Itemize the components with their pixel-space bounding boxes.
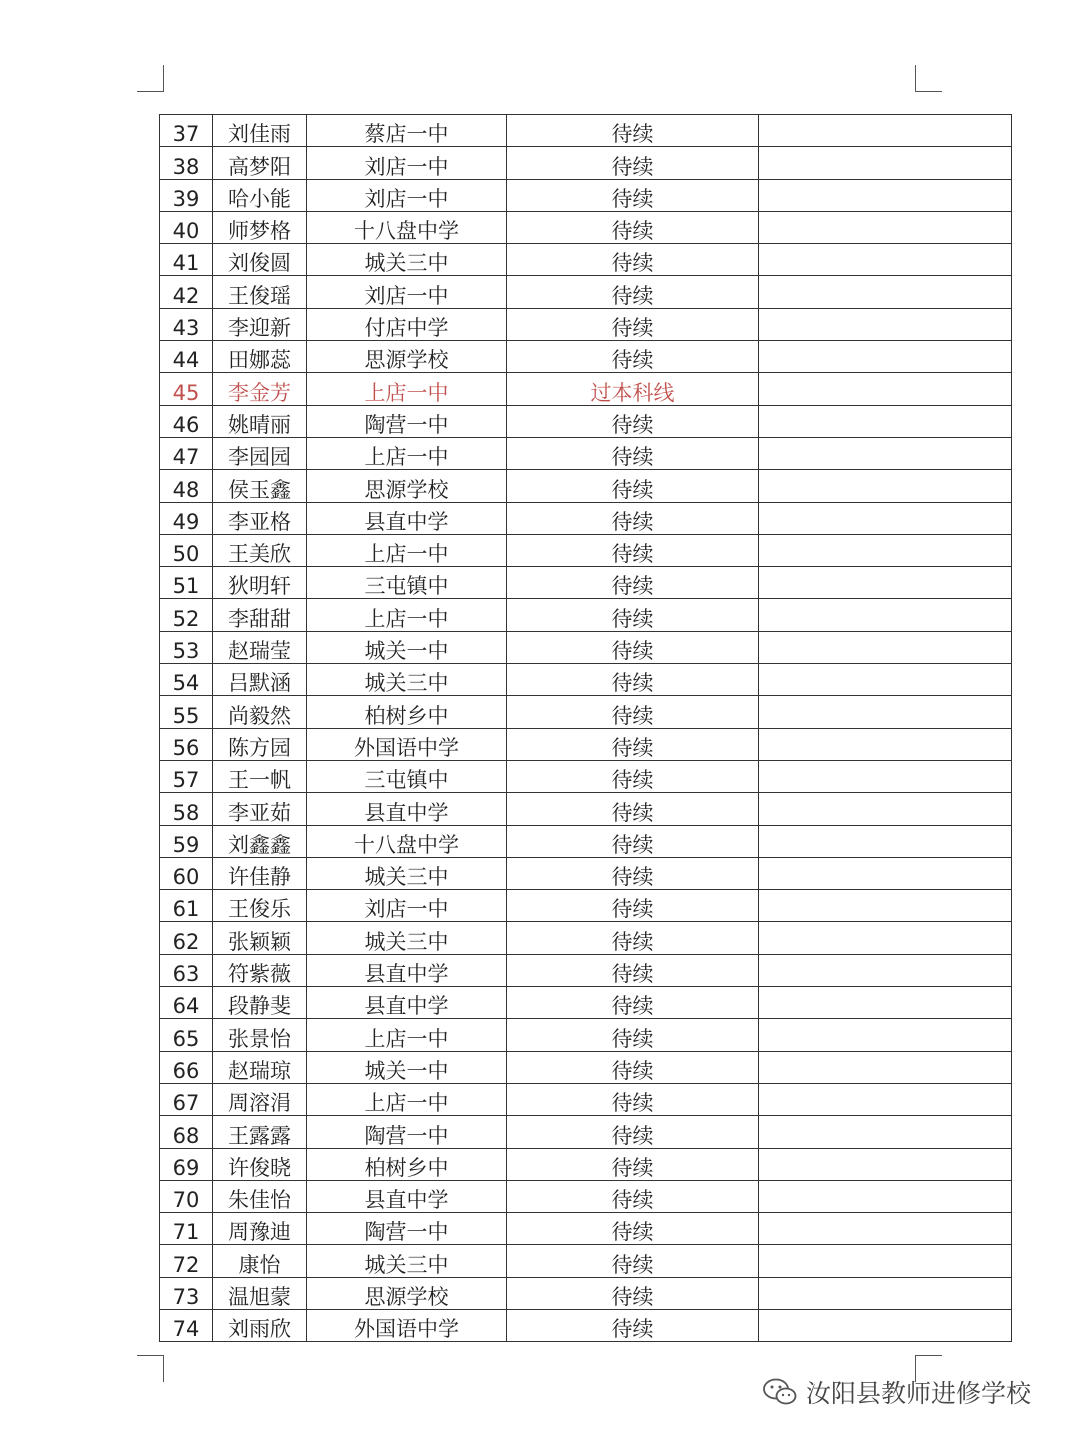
school-name-cell: 城关一中: [307, 1051, 507, 1083]
note-cell: [759, 1116, 1012, 1148]
status-cell: 待续: [507, 147, 759, 179]
student-name-cell: 吕默涵: [213, 664, 307, 696]
student-name-cell: 张景怡: [213, 1019, 307, 1051]
student-name-cell: 侯玉鑫: [213, 470, 307, 502]
row-number-cell: 58: [160, 793, 213, 825]
note-cell: [759, 760, 1012, 792]
row-number-cell: 54: [160, 664, 213, 696]
table-row: [160, 696, 1012, 728]
note-cell: [759, 115, 1012, 147]
student-name-cell: 刘雨欣: [213, 1309, 307, 1341]
school-name-cell: 上店一中: [307, 1019, 507, 1051]
school-name-cell: 柏树乡中: [307, 696, 507, 728]
row-number-cell: 62: [160, 922, 213, 954]
note-cell: [759, 1277, 1012, 1309]
school-name-cell: 上店一中: [307, 373, 507, 405]
student-name-cell: 李亚格: [213, 502, 307, 534]
row-number-cell: 40: [160, 211, 213, 243]
school-name-cell: 思源学校: [307, 341, 507, 373]
status-cell: 待续: [507, 1051, 759, 1083]
school-name-cell: 上店一中: [307, 437, 507, 469]
school-name-cell: 城关三中: [307, 244, 507, 276]
row-number-cell: 69: [160, 1148, 213, 1180]
school-name-cell: 三屯镇中: [307, 567, 507, 599]
table-row: [160, 664, 1012, 696]
table-row: [160, 1116, 1012, 1148]
note-cell: [759, 631, 1012, 663]
student-name-cell: 王俊乐: [213, 890, 307, 922]
status-cell: 过本科线: [507, 373, 759, 405]
table-row: [160, 308, 1012, 340]
student-name-cell: 温旭蒙: [213, 1277, 307, 1309]
row-number-cell: 72: [160, 1245, 213, 1277]
row-number-cell: 70: [160, 1180, 213, 1212]
status-cell: 待续: [507, 115, 759, 147]
student-name-cell: 刘俊圆: [213, 244, 307, 276]
school-name-cell: 陶营一中: [307, 405, 507, 437]
school-name-cell: 县直中学: [307, 987, 507, 1019]
row-number-cell: 63: [160, 954, 213, 986]
status-cell: 待续: [507, 1213, 759, 1245]
table-row: [160, 244, 1012, 276]
student-name-cell: 刘佳雨: [213, 115, 307, 147]
row-number-cell: 39: [160, 179, 213, 211]
note-cell: [759, 1309, 1012, 1341]
school-name-cell: 城关三中: [307, 664, 507, 696]
table-row: [160, 857, 1012, 889]
school-name-cell: 蔡店一中: [307, 115, 507, 147]
row-number-cell: 68: [160, 1116, 213, 1148]
row-number-cell: 50: [160, 534, 213, 566]
status-cell: 待续: [507, 308, 759, 340]
student-name-cell: 王露露: [213, 1116, 307, 1148]
student-name-cell: 赵瑞琼: [213, 1051, 307, 1083]
note-cell: [759, 244, 1012, 276]
row-number-cell: 46: [160, 405, 213, 437]
school-name-cell: 十八盘中学: [307, 211, 507, 243]
table-row: [160, 599, 1012, 631]
status-cell: 待续: [507, 405, 759, 437]
note-cell: [759, 922, 1012, 954]
note-cell: [759, 599, 1012, 631]
status-cell: 待续: [507, 664, 759, 696]
status-cell: 待续: [507, 890, 759, 922]
note-cell: [759, 179, 1012, 211]
table-row: [160, 567, 1012, 599]
table-row: [160, 115, 1012, 147]
school-name-cell: 刘店一中: [307, 147, 507, 179]
school-name-cell: 外国语中学: [307, 1309, 507, 1341]
row-number-cell: 55: [160, 696, 213, 728]
table-row: [160, 470, 1012, 502]
student-name-cell: 师梦格: [213, 211, 307, 243]
note-cell: [759, 437, 1012, 469]
results-table-body: [160, 115, 1012, 1342]
student-name-cell: 姚晴丽: [213, 405, 307, 437]
student-name-cell: 朱佳怡: [213, 1180, 307, 1212]
table-row: [160, 341, 1012, 373]
school-name-cell: 柏树乡中: [307, 1148, 507, 1180]
note-cell: [759, 470, 1012, 502]
status-cell: 待续: [507, 470, 759, 502]
note-cell: [759, 793, 1012, 825]
status-cell: 待续: [507, 1116, 759, 1148]
school-name-cell: 刘店一中: [307, 179, 507, 211]
row-number-cell: 45: [160, 373, 213, 405]
student-name-cell: 李甜甜: [213, 599, 307, 631]
status-cell: 待续: [507, 211, 759, 243]
status-cell: 待续: [507, 1180, 759, 1212]
status-cell: 待续: [507, 857, 759, 889]
note-cell: [759, 1051, 1012, 1083]
status-cell: 待续: [507, 1083, 759, 1115]
note-cell: [759, 987, 1012, 1019]
row-number-cell: 41: [160, 244, 213, 276]
row-number-cell: 65: [160, 1019, 213, 1051]
table-row: [160, 147, 1012, 179]
school-name-cell: 县直中学: [307, 793, 507, 825]
status-cell: 待续: [507, 1148, 759, 1180]
school-name-cell: 陶营一中: [307, 1116, 507, 1148]
table-row: [160, 276, 1012, 308]
status-cell: 待续: [507, 179, 759, 211]
table-row: [160, 890, 1012, 922]
table-row: [160, 987, 1012, 1019]
school-name-cell: 县直中学: [307, 502, 507, 534]
table-row: [160, 922, 1012, 954]
status-cell: 待续: [507, 728, 759, 760]
student-name-cell: 许俊晓: [213, 1148, 307, 1180]
results-table: [159, 114, 1012, 1342]
school-name-cell: 上店一中: [307, 534, 507, 566]
status-cell: 待续: [507, 825, 759, 857]
status-cell: 待续: [507, 341, 759, 373]
note-cell: [759, 373, 1012, 405]
row-number-cell: 59: [160, 825, 213, 857]
note-cell: [759, 534, 1012, 566]
row-number-cell: 43: [160, 308, 213, 340]
table-row: [160, 631, 1012, 663]
status-cell: 待续: [507, 1309, 759, 1341]
crop-mark-bottom-left: [137, 1355, 164, 1382]
row-number-cell: 56: [160, 728, 213, 760]
school-name-cell: 三屯镇中: [307, 760, 507, 792]
status-cell: 待续: [507, 534, 759, 566]
table-row: [160, 760, 1012, 792]
student-name-cell: 符紫薇: [213, 954, 307, 986]
table-row: [160, 211, 1012, 243]
student-name-cell: 李园园: [213, 437, 307, 469]
student-name-cell: 陈方园: [213, 728, 307, 760]
table-row: [160, 405, 1012, 437]
note-cell: [759, 276, 1012, 308]
row-number-cell: 73: [160, 1277, 213, 1309]
status-cell: 待续: [507, 954, 759, 986]
student-name-cell: 刘鑫鑫: [213, 825, 307, 857]
student-name-cell: 李金芳: [213, 373, 307, 405]
status-cell: 待续: [507, 567, 759, 599]
row-number-cell: 67: [160, 1083, 213, 1115]
student-name-cell: 周豫迪: [213, 1213, 307, 1245]
table-row: [160, 1051, 1012, 1083]
row-number-cell: 51: [160, 567, 213, 599]
row-number-cell: 53: [160, 631, 213, 663]
note-cell: [759, 890, 1012, 922]
crop-mark-top-right: [915, 65, 942, 92]
status-cell: 待续: [507, 922, 759, 954]
note-cell: [759, 341, 1012, 373]
row-number-cell: 44: [160, 341, 213, 373]
table-row: [160, 1148, 1012, 1180]
student-name-cell: 王一帆: [213, 760, 307, 792]
status-cell: 待续: [507, 793, 759, 825]
note-cell: [759, 954, 1012, 986]
student-name-cell: 李亚茹: [213, 793, 307, 825]
student-name-cell: 田娜蕊: [213, 341, 307, 373]
note-cell: [759, 567, 1012, 599]
table-row: [160, 1213, 1012, 1245]
note-cell: [759, 147, 1012, 179]
watermark: [762, 1374, 1031, 1410]
row-number-cell: 71: [160, 1213, 213, 1245]
note-cell: [759, 696, 1012, 728]
table-row: [160, 502, 1012, 534]
table-row: [160, 179, 1012, 211]
table-row: [160, 1309, 1012, 1341]
status-cell: 待续: [507, 1277, 759, 1309]
note-cell: [759, 502, 1012, 534]
row-number-cell: 48: [160, 470, 213, 502]
status-cell: 待续: [507, 1245, 759, 1277]
note-cell: [759, 1245, 1012, 1277]
row-number-cell: 47: [160, 437, 213, 469]
row-number-cell: 37: [160, 115, 213, 147]
table-row: [160, 373, 1012, 405]
student-name-cell: 周溶涓: [213, 1083, 307, 1115]
table-row: [160, 825, 1012, 857]
school-name-cell: 城关三中: [307, 857, 507, 889]
table-row: [160, 534, 1012, 566]
status-cell: 待续: [507, 599, 759, 631]
school-name-cell: 上店一中: [307, 599, 507, 631]
school-name-cell: 城关三中: [307, 922, 507, 954]
status-cell: 待续: [507, 631, 759, 663]
table-row: [160, 1245, 1012, 1277]
note-cell: [759, 405, 1012, 437]
student-name-cell: 王俊瑶: [213, 276, 307, 308]
student-name-cell: 高梦阳: [213, 147, 307, 179]
note-cell: [759, 825, 1012, 857]
student-name-cell: 尚毅然: [213, 696, 307, 728]
status-cell: 待续: [507, 760, 759, 792]
school-name-cell: 陶营一中: [307, 1213, 507, 1245]
student-name-cell: 赵瑞莹: [213, 631, 307, 663]
student-name-cell: 李迎新: [213, 308, 307, 340]
note-cell: [759, 1213, 1012, 1245]
school-name-cell: 外国语中学: [307, 728, 507, 760]
note-cell: [759, 728, 1012, 760]
student-name-cell: 许佳静: [213, 857, 307, 889]
watermark-text: 汝阳县教师进修学校: [806, 1379, 1032, 1408]
status-cell: 待续: [507, 276, 759, 308]
table-row: [160, 954, 1012, 986]
status-cell: 待续: [507, 1019, 759, 1051]
student-name-cell: 狄明轩: [213, 567, 307, 599]
table-row: [160, 1083, 1012, 1115]
row-number-cell: 38: [160, 147, 213, 179]
school-name-cell: 城关一中: [307, 631, 507, 663]
school-name-cell: 城关三中: [307, 1245, 507, 1277]
row-number-cell: 42: [160, 276, 213, 308]
school-name-cell: 县直中学: [307, 1180, 507, 1212]
row-number-cell: 66: [160, 1051, 213, 1083]
row-number-cell: 52: [160, 599, 213, 631]
note-cell: [759, 211, 1012, 243]
school-name-cell: 刘店一中: [307, 276, 507, 308]
school-name-cell: 付店中学: [307, 308, 507, 340]
status-cell: 待续: [507, 437, 759, 469]
row-number-cell: 61: [160, 890, 213, 922]
status-cell: 待续: [507, 696, 759, 728]
school-name-cell: 十八盘中学: [307, 825, 507, 857]
table-row: [160, 1277, 1012, 1309]
row-number-cell: 60: [160, 857, 213, 889]
table-row: [160, 728, 1012, 760]
note-cell: [759, 1180, 1012, 1212]
school-name-cell: 县直中学: [307, 954, 507, 986]
student-name-cell: 王美欣: [213, 534, 307, 566]
row-number-cell: 64: [160, 987, 213, 1019]
note-cell: [759, 664, 1012, 696]
school-name-cell: 思源学校: [307, 470, 507, 502]
note-cell: [759, 857, 1012, 889]
note-cell: [759, 1083, 1012, 1115]
student-name-cell: 张颖颖: [213, 922, 307, 954]
student-name-cell: 康怡: [213, 1245, 307, 1277]
school-name-cell: 刘店一中: [307, 890, 507, 922]
status-cell: 待续: [507, 244, 759, 276]
row-number-cell: 49: [160, 502, 213, 534]
school-name-cell: 思源学校: [307, 1277, 507, 1309]
student-name-cell: 哈小能: [213, 179, 307, 211]
table-row: [160, 1019, 1012, 1051]
crop-mark-top-left: [137, 65, 164, 92]
table-row: [160, 1180, 1012, 1212]
row-number-cell: 57: [160, 760, 213, 792]
table-row: [160, 437, 1012, 469]
wechat-icon: [762, 1377, 798, 1407]
status-cell: 待续: [507, 987, 759, 1019]
table-row: [160, 793, 1012, 825]
student-name-cell: 段静斐: [213, 987, 307, 1019]
status-cell: 待续: [507, 502, 759, 534]
note-cell: [759, 1019, 1012, 1051]
row-number-cell: 74: [160, 1309, 213, 1341]
school-name-cell: 上店一中: [307, 1083, 507, 1115]
note-cell: [759, 1148, 1012, 1180]
note-cell: [759, 308, 1012, 340]
